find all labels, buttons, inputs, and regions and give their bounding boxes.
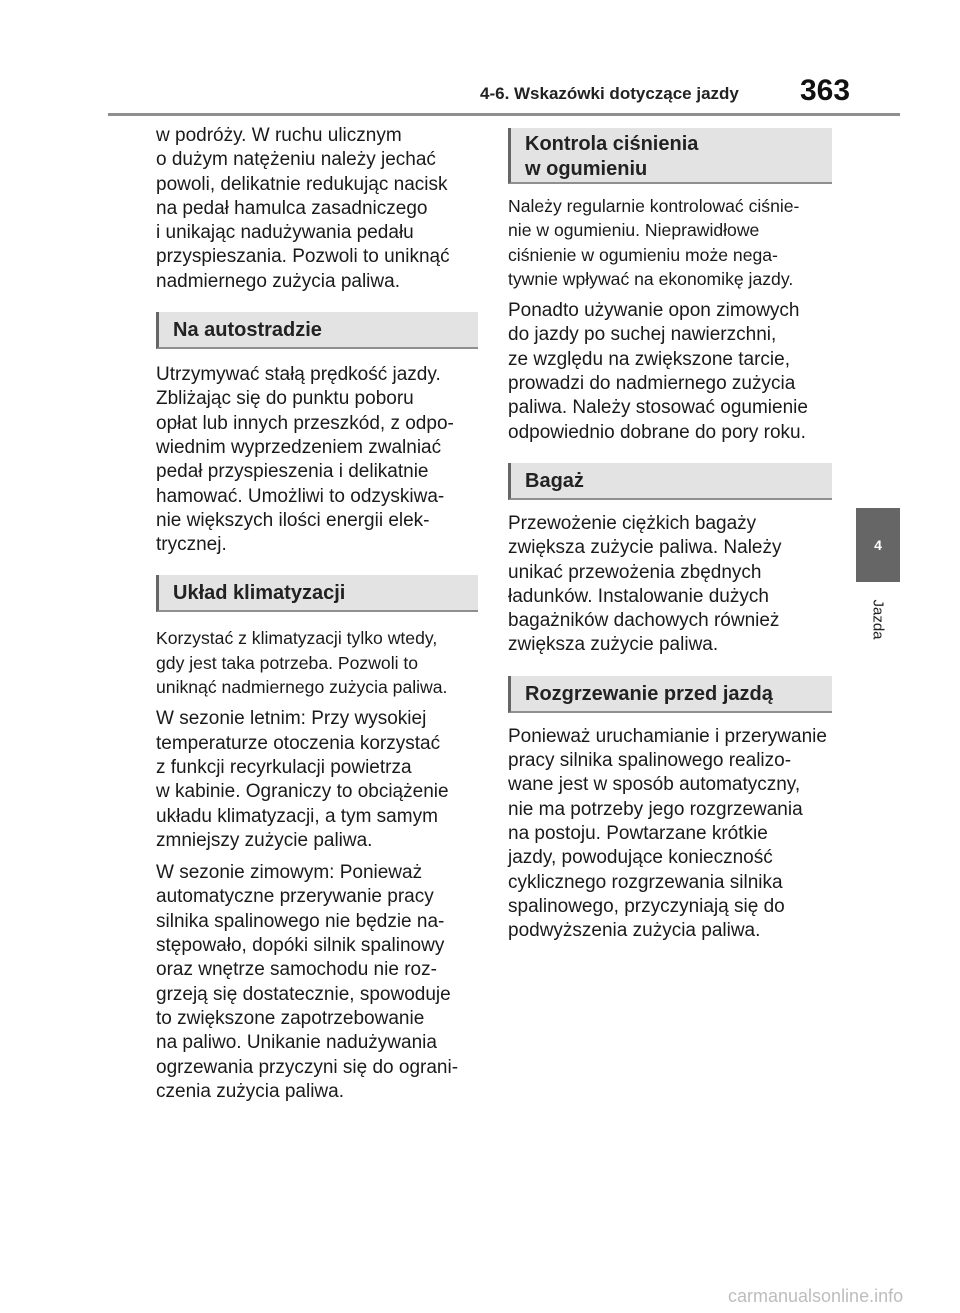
- section-heading-highway: Na autostradzie: [156, 312, 478, 349]
- right-column: [508, 128, 832, 951]
- highway-paragraph: Utrzymywać stałą prędkość jazdy. Zbliżając się do punktu poboru opłat lub innych przeszkód, z odpo- wiednim wyprzedzeniem zwalniać pedał przyspieszenia i delikatnie hamować. Umożliwi to odzyskiwa- nie większych ilości energii elek- trycznej.: [156, 364, 454, 556]
- luggage-paragraph: Przewożenie ciężkich bagaży zwiększa zużycie paliwa. Należy unikać przewożenia zbędnych ładunków. Instalowanie dużych bagażników dachowych również zwiększa zużycie paliwa.: [508, 512, 782, 656]
- tire-paragraph-1: Należy regularnie kontrolować ciśnie- nie w ogumieniu. Nieprawidłowe ciśnienie w ogumieniu może nega- tywnie wpływać na ekonomikę jazdy.: [508, 196, 800, 289]
- page-number: 363: [800, 74, 851, 107]
- chapter-tab[interactable]: [856, 508, 900, 582]
- section-heading-luggage: Bagaż: [508, 463, 832, 500]
- chapter-label: [864, 594, 892, 644]
- section-heading-warm-up: Rozgrzewanie przed jazdą: [508, 676, 832, 713]
- section-heading-tire-pressure: Kontrola ciśnienia w ogumieniu: [508, 128, 832, 184]
- section-heading-air-conditioning: Układ klimatyzacji: [156, 575, 478, 612]
- chapter-number: 4: [874, 537, 882, 553]
- tire-paragraph-2: Ponadto używanie opon zimowych do jazdy po suchej nawierzchni, ze względu na zwiększone tarcie, prowadzi do nadmiernego zużycia paliwa. Należy stosować ogumienie odpowiednio dobrane do pory roku.: [508, 300, 808, 443]
- chapter-label-text: Jazda: [869, 598, 887, 640]
- header-divider: [108, 113, 900, 116]
- left-column: [156, 124, 478, 1112]
- header-section-title: 4-6. Wskazówki dotyczące jazdy: [480, 84, 739, 103]
- watermark: carmanualsonline.info: [728, 1286, 904, 1306]
- ac-paragraph-winter: W sezonie zimowym: Ponieważ automatyczne przerywanie pracy silnika spalinowego nie będzie na- stępowało, dopóki silnik spalinowy oraz wnętrze samochodu nie roz- grzeją się dostatecznie, spowoduje to zwiększone zapotrzebowanie na paliwo. Unikanie nadużywania ogrzewania przyczyni się do ograni- czenia zużycia paliwa.: [156, 862, 459, 1102]
- intro-paragraph: w podróży. W ruchu ulicznym o dużym natężeniu należy jechać powoli, delikatnie redukując nacisk na pedał hamulca zasadniczego i unikając nadużywania pedału przyspieszania. Pozwoli to uniknąć nadmiernego zużycia paliwa.: [156, 125, 450, 292]
- ac-paragraph-summer: W sezonie letnim: Przy wysokiej temperaturze otoczenia korzystać z funkcji recyrkulacji powietrza w kabinie. Ograniczy to obciążenie układu klimatyzacji, a tym samym zmniejszy zużycie paliwa.: [156, 708, 449, 851]
- warm-up-paragraph: Ponieważ uruchamianie i przerywanie pracy silnika spalinowego realizo- wane jest w sposób automatyczny, nie ma potrzeby jego rozgrzewania na postoju. Powtarzane krótkie jazdy, powodujące konieczność cyklicznego rozgrzewania silnika spalinowego, przyczyniają się do podwyższenia zużycia paliwa.: [508, 725, 827, 942]
- ac-paragraph-1: Korzystać z klimatyzacji tylko wtedy, gdy jest taka potrzeba. Pozwoli to uniknąć nadmiernego zużycia paliwa.: [156, 628, 448, 698]
